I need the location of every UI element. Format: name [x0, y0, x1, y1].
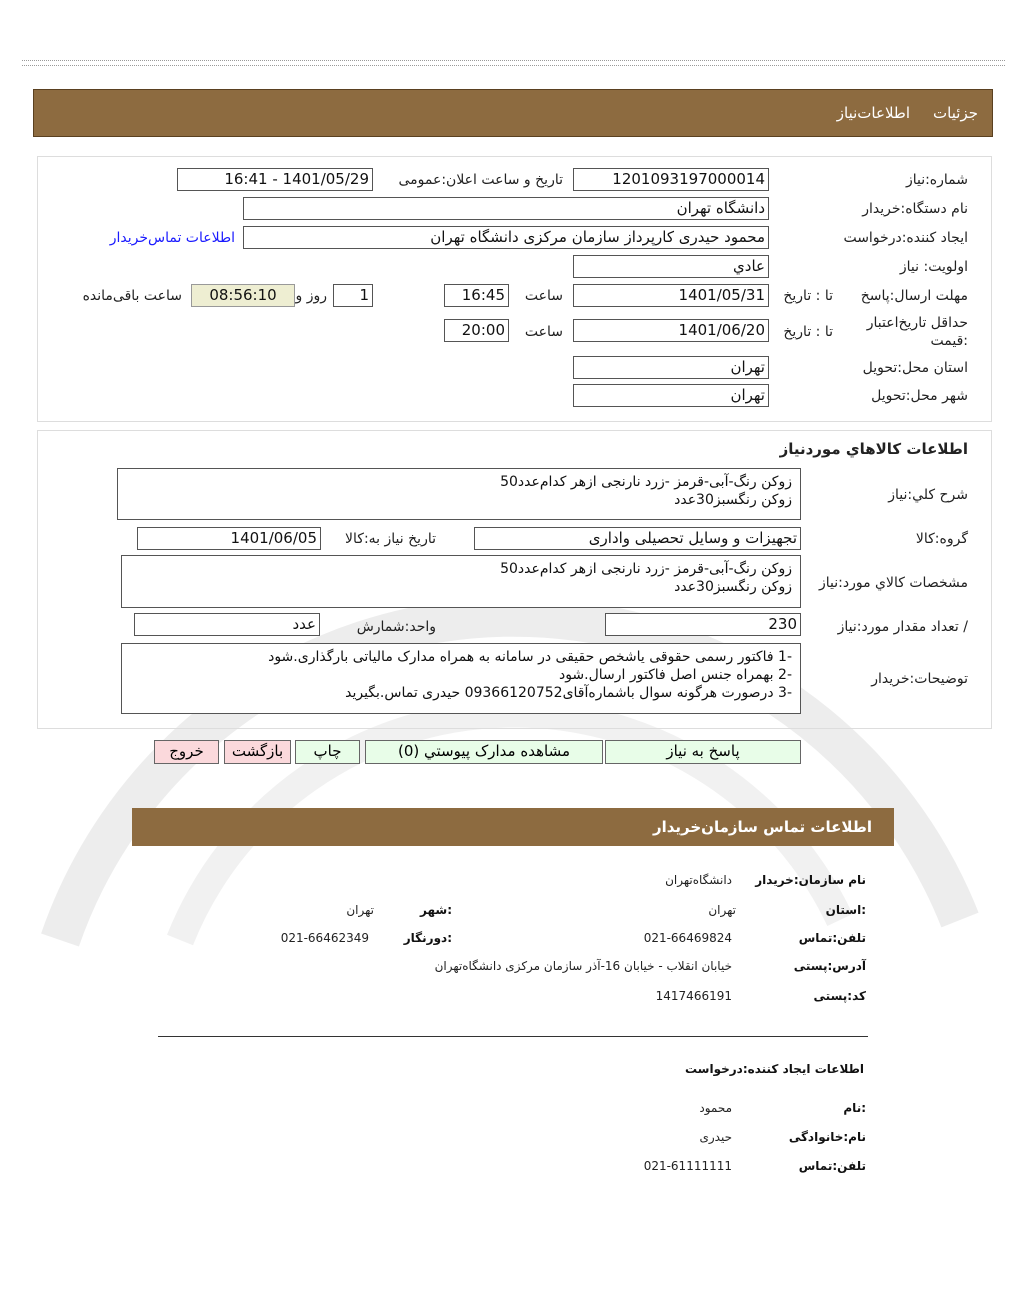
address-label: آدرس:پستی [793, 959, 866, 973]
desc-line: -1 فاکتور رسمی حقوقی یاشخص حقیقی در سامانه به همراه مدارک مالیاتی بارگذاری.شود [268, 649, 792, 665]
contact-city-value: تهران [346, 903, 374, 917]
creator-label: ایجاد کننده:درخواست [843, 230, 968, 246]
creator-family-value: حیدری [699, 1130, 732, 1144]
group-field: تجهیزات و وسایل تحصیلی واداری [474, 527, 801, 550]
city-field: تهران [573, 384, 769, 407]
desc-line: -2 بهمراه جنس اصل فاکتور ارسال.شود [558, 667, 792, 683]
view-attachments-button[interactable]: مشاهده مدارک پیوستي (0) [365, 740, 603, 764]
deadline-time-field: 16:45 [444, 284, 509, 307]
days-label: روز و [295, 288, 327, 304]
qty-label: / تعداد مقدار مورد:نیاز [837, 619, 968, 635]
validity-date-field: 1401/06/20 [573, 319, 769, 342]
unit-label: واحد:شمارش [356, 619, 436, 635]
need-date-field: 1401/06/05 [137, 527, 321, 550]
validity-time-label: ساعت [524, 324, 563, 340]
buyer-org-label: نام دستگاه:خریدار [862, 201, 968, 217]
validity-time-field: 20:00 [444, 319, 509, 342]
deadline-time-label: ساعت [524, 288, 563, 304]
buyer-org-field: دانشگاه تهران [243, 197, 769, 220]
creator-family-label: نام:خانوادگی [788, 1130, 866, 1144]
exit-button[interactable]: خروج [154, 740, 219, 764]
spec-label: مشخصات کالاي مورد:نیاز [819, 575, 968, 591]
creator-field: محمود حیدری کارپرداز سازمان مرکزی دانشگاه تهران [243, 226, 769, 249]
top-divider [22, 60, 1005, 66]
priority-field: عادي [573, 255, 769, 278]
postal-value: 1417466191 [655, 989, 732, 1003]
summary-field [117, 468, 801, 520]
summary-label: شرح کلي:نیاز [888, 487, 968, 503]
back-button[interactable]: بازگشت [224, 740, 291, 764]
province-field: تهران [573, 356, 769, 379]
need-number-label: شماره:نیاز [905, 172, 968, 188]
province-label: استان محل:تحویل [862, 360, 968, 376]
validity-to-date-label: تا : تاریخ [783, 324, 833, 340]
remaining-label: ساعت باقی‌مانده [82, 288, 182, 304]
contact-header-bar [132, 808, 894, 846]
tabs-bar [33, 89, 993, 137]
postal-label: کد:پستی [813, 989, 866, 1003]
creator-phone-value: 021-61111111 [643, 1159, 732, 1173]
summary-line: زوکن رنگسبز30عدد [674, 492, 792, 508]
announce-field: 1401/05/29 - 16:41 [177, 168, 373, 191]
contact-phone-value: 021-66469824 [643, 931, 732, 945]
need-date-label: تاریخ نیاز به:کالا [345, 531, 436, 547]
buyer-contact-link[interactable]: اطلاعات تماس‌خریدار [109, 230, 235, 246]
creator-name-label: :نام [843, 1101, 866, 1115]
city-label: شهر محل:تحویل [871, 388, 968, 404]
org-value: دانشگاه‌تهران [665, 873, 732, 887]
creator-name-value: محمود [699, 1101, 732, 1115]
reply-button[interactable]: پاسخ به نیاز [605, 740, 801, 764]
deadline-to-date-label: تا : تاریخ [783, 288, 833, 304]
validity-label: حداقل تاریخ‌اعتبار :قیمت [866, 315, 968, 349]
deadline-date-field: 1401/05/31 [573, 284, 769, 307]
unit-field: عدد [134, 613, 320, 636]
desc-label: توضیحات:خریدار [871, 671, 968, 687]
priority-label: اولویت: نیاز [899, 259, 968, 275]
desc-line: -3 درصورت هرگونه سوال باشماره‌آقای09366120752 حیدری تماس.بگیرید [345, 685, 792, 701]
announce-label: تاریخ و ساعت اعلان:عمومی [398, 172, 563, 188]
contact-province-label: :استان [825, 903, 866, 917]
deadline-label: مهلت ارسال:پاسخ [860, 288, 968, 304]
group-label: گروه:کالا [915, 531, 968, 547]
creator-info-heading: اطلاعات ایجاد کننده:درخواست [684, 1062, 864, 1076]
address-value: خیابان انقلاب - خیابان 16-آذر سازمان مرکزی دانشگاه‌تهران [434, 959, 732, 973]
fax-value: 021-66462349 [280, 931, 369, 945]
print-button[interactable]: چاپ [295, 740, 360, 764]
summary-line: زوکن رنگ-آبی-قرمز -زرد نارنجی ازهر کدام‌عدد50 [500, 474, 792, 490]
contact-heading: اطلاعات تماس سازمان‌خریدار [652, 818, 872, 836]
tab-need-info[interactable]: اطلاعات‌نیاز [836, 104, 910, 122]
spec-line: زوکن رنگسبز30عدد [674, 579, 792, 595]
spec-field [121, 555, 801, 608]
contact-city-label: :شهر [420, 903, 452, 917]
qty-field: 230 [605, 613, 801, 636]
goods-heading: اطلاعات کالاهاي موردنیاز [779, 440, 968, 458]
section-divider [158, 1036, 868, 1037]
contact-province-value: تهران [708, 903, 736, 917]
org-label: نام سازمان:خریدار [755, 873, 866, 887]
need-number-field: 1201093197000014 [573, 168, 769, 191]
remaining-time-field: 08:56:10 [191, 284, 295, 307]
days-remaining-field: 1 [333, 284, 373, 307]
spec-line: زوکن رنگ-آبی-قرمز -زرد نارنجی ازهر کدام‌عدد50 [500, 561, 792, 577]
contact-phone-label: تلفن:تماس [798, 931, 866, 945]
tab-details[interactable]: جزئیات [933, 104, 978, 122]
desc-field [121, 643, 801, 714]
creator-phone-label: تلفن:تماس [798, 1159, 866, 1173]
fax-label: :دورنگار [403, 931, 452, 945]
